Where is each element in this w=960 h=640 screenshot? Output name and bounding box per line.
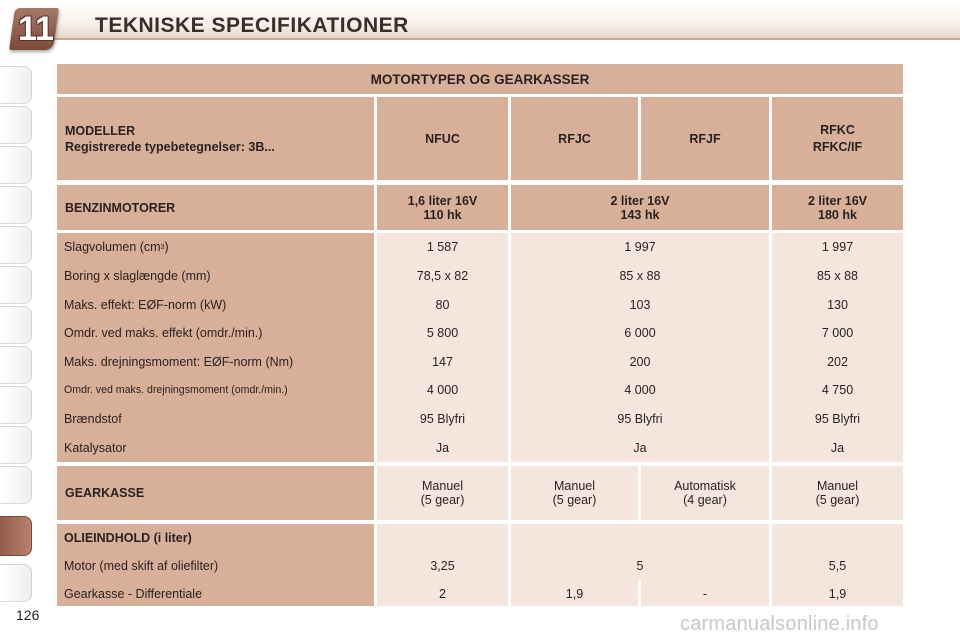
spec-value: 4 000 <box>624 383 656 398</box>
spec-value: 1 997 <box>821 240 854 255</box>
gearbox-4 <box>772 466 903 520</box>
spec-value: 1 997 <box>624 240 656 255</box>
spec-label-rpm-max-torque: Omdr. ved maks. drejningsmoment (omdr./min.) <box>64 384 288 397</box>
spec-value: 5 800 <box>426 326 459 341</box>
gearbox-1 <box>377 466 508 520</box>
spec-value: 6 000 <box>624 326 656 341</box>
oil-motor-value: 5 <box>636 559 644 573</box>
spec-label-sup: 3 <box>160 243 165 251</box>
spec-label-bore-stroke: Boring x slaglængde (mm) <box>64 268 211 283</box>
spec-value: 95 Blyfri <box>814 412 861 427</box>
engine-3-power: 180 hk <box>818 207 857 222</box>
gearbox-2 <box>511 466 638 520</box>
spec-value: 202 <box>827 354 848 369</box>
spec-value: 85 x 88 <box>816 268 858 283</box>
model-rfjc: RFJC <box>511 97 638 180</box>
oil-motor-value: 5,5 <box>828 559 847 573</box>
spec-value: 200 <box>629 354 651 369</box>
spec-value: 130 <box>827 297 848 312</box>
spec-label-text: Slagvolumen (cm <box>64 240 161 255</box>
models-label <box>57 97 374 180</box>
engine-2-displacement: 2 liter 16V <box>610 193 670 208</box>
spec-value: 4 750 <box>821 383 854 398</box>
spec-label-displacement <box>64 233 374 262</box>
spec-value: 4 000 <box>426 383 459 398</box>
spec-label-catalyst: Katalysator <box>64 440 127 455</box>
spec-value: 80 <box>435 297 450 312</box>
model-rfkc-if-line: RFKC/IF <box>812 139 863 154</box>
oil-label: OLIEINDHOLD (i liter) <box>64 531 192 545</box>
spec-value: 78,5 x 82 <box>416 268 469 283</box>
gearbox-gears: (5 gear) <box>420 493 465 507</box>
spec-value: 7 000 <box>821 326 854 341</box>
gearbox-gears: (5 gear) <box>552 493 597 507</box>
spec-values-engine-1 <box>377 233 508 462</box>
chapter-number: 11 <box>18 10 54 48</box>
models-label-subtitle: Registrerede typebetegnelser: 3B... <box>65 139 275 154</box>
oil-motor-value: 3,25 <box>430 559 455 573</box>
engine-1 <box>377 185 508 230</box>
gearbox-gears: (5 gear) <box>815 493 860 507</box>
oil-gear-value: 1,9 <box>565 587 584 601</box>
engine-3-displacement: 2 liter 16V <box>807 193 868 208</box>
oil-gear-value: - <box>702 587 708 601</box>
engine-3 <box>772 185 903 230</box>
spec-value: 95 Blyfri <box>419 412 466 427</box>
models-label-title: MODELLER <box>65 123 136 138</box>
spec-value: 1 587 <box>426 240 459 255</box>
spec-label-end: ) <box>164 240 169 255</box>
gearbox-gears: (4 gear) <box>683 493 727 507</box>
oil-gear-value: 1,9 <box>828 587 847 601</box>
spec-label-max-power: Maks. effekt: EØF-norm (kW) <box>64 297 227 312</box>
engine-2-power: 143 hk <box>620 207 660 222</box>
gearbox-type: Manuel <box>817 479 858 493</box>
spec-value: Ja <box>435 440 450 455</box>
spec-label-rpm-max-power: Omdr. ved maks. effekt (omdr./min.) <box>64 326 263 341</box>
engine-2 <box>511 185 769 230</box>
engine-1-displacement: 1,6 liter 16V <box>407 193 478 208</box>
oil-gear-label: Gearkasse - Differentiale <box>64 587 203 601</box>
spec-value: 95 Blyfri <box>617 412 663 427</box>
engine-1-power: 110 hk <box>423 207 462 222</box>
gearbox-3 <box>641 466 769 520</box>
spec-values-engine-3 <box>772 233 903 462</box>
engines-label: BENZINMOTORER <box>57 185 374 230</box>
page-number: 126 <box>16 607 40 623</box>
spec-label-fuel: Brændstof <box>64 412 122 427</box>
spec-value: 103 <box>629 297 651 312</box>
gearbox-type: Manuel <box>422 479 463 493</box>
oil-motor-label: Motor (med skift af oliefilter) <box>64 559 219 573</box>
spec-values-engine-2 <box>511 233 769 462</box>
watermark: carmanualsonline.info <box>680 613 879 635</box>
oil-gear-value: 2 <box>439 587 446 601</box>
spec-labels <box>57 233 374 462</box>
gearbox-type: Automatisk <box>674 479 736 493</box>
spec-value: 147 <box>432 354 453 369</box>
model-rfkc-line: RFKC <box>820 122 855 137</box>
gearbox-label: GEARKASSE <box>57 466 374 520</box>
model-rfjf: RFJF <box>641 97 769 180</box>
model-rfkc <box>772 97 903 180</box>
model-nfuc: NFUC <box>377 97 508 180</box>
page-title: TEKNISKE SPECIFIKATIONER <box>95 14 409 37</box>
spec-value: 85 x 88 <box>619 268 661 283</box>
table-title: MOTORTYPER OG GEARKASSER <box>57 64 903 94</box>
spec-value: Ja <box>830 440 845 455</box>
spec-label-max-torque: Maks. drejningsmoment: EØF-norm (Nm) <box>64 354 294 369</box>
spec-value: Ja <box>633 440 647 455</box>
gearbox-type: Manuel <box>554 479 595 493</box>
